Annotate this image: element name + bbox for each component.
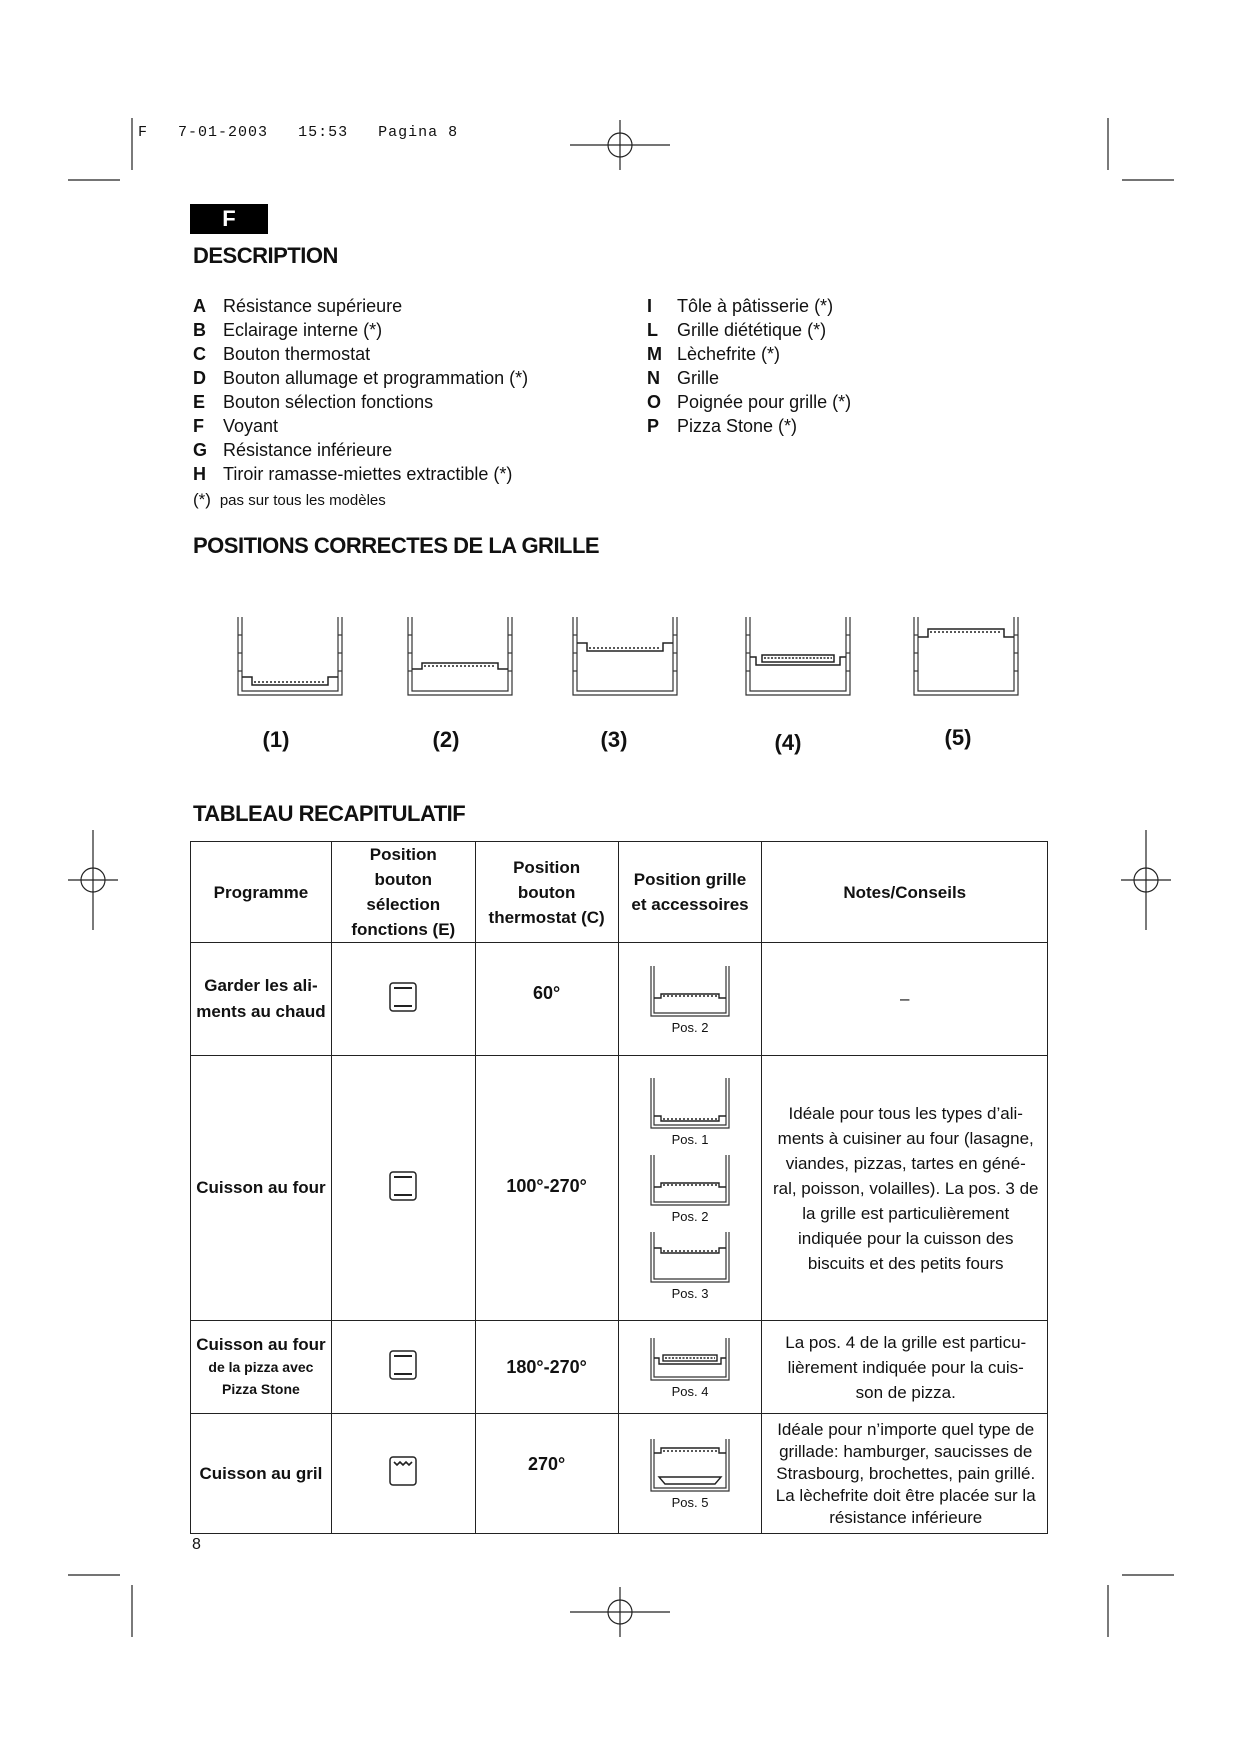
row-temperature: 270° (475, 1414, 618, 1534)
row-notes: Idéale pour n’importe quel type de grillade: hamburger, saucisses de Strasbourg, brochettes, pain grillé. La lèchefrite doit être placée sur la résistance inférieure (762, 1414, 1048, 1534)
position-label-3: (3) (600, 727, 628, 752)
print-header (138, 124, 458, 141)
position-caption: Pos. 2 (671, 1019, 709, 1035)
footnote-text: pas sur tous les modèles (219, 492, 386, 509)
position-caption: Pos. 4 (671, 1383, 709, 1399)
print-code: F (138, 124, 149, 141)
legend-item: F Voyant (193, 416, 279, 436)
legend-item: E Bouton sélection fonctions (193, 392, 434, 412)
oven-diagram-pos4 (645, 1336, 735, 1384)
footnote (193, 490, 386, 510)
table-header-row (191, 842, 1048, 943)
page-number: 8 (192, 1536, 201, 1553)
top-bottom-heat-icon (388, 981, 418, 1013)
table-row (191, 943, 1048, 1056)
header-thermostat: Position bouton thermostat (C) (475, 842, 618, 943)
legend-item: L Grille diététique (*) (647, 320, 827, 340)
header-notes: Notes/Conseils (762, 842, 1048, 943)
row-temperature: 60° (475, 943, 618, 1056)
row-notes: La pos. 4 de la grille est particu- lièrement indiquée pour la cuis- son de pizza. (762, 1321, 1048, 1414)
legend-item: I Tôle à pâtisserie (*) (647, 296, 834, 316)
summary-table (190, 841, 1048, 1534)
top-bottom-heat-icon (388, 1349, 418, 1381)
legend-item: C Bouton thermostat (193, 344, 371, 364)
legend-item: M Lèchefrite (*) (647, 344, 781, 364)
row-selector (331, 1414, 475, 1534)
row-programme: Cuisson au four de la pizza avec Pizza Stone (191, 1321, 332, 1414)
registration-mark-right (1121, 830, 1171, 930)
row-notes: – (762, 943, 1048, 1056)
row-selector (331, 1056, 475, 1321)
oven-diagram-pos3 (645, 1230, 735, 1286)
position-caption: Pos. 3 (671, 1285, 709, 1301)
oven-diagram-4 (746, 617, 850, 695)
legend-item: A Résistance supérieure (193, 296, 403, 316)
positions-title: POSITIONS CORRECTES DE LA GRILLE (193, 533, 600, 558)
row-temperature: 100°-270° (475, 1056, 618, 1321)
row-temperature: 180°-270° (475, 1321, 618, 1414)
position-caption: Pos. 1 (671, 1131, 709, 1147)
header-selector: Position bouton sélection fonctions (E) (331, 842, 475, 943)
print-time: 15:53 (298, 124, 349, 141)
row-programme: Cuisson au gril (191, 1414, 332, 1534)
oven-diagram-pos1 (645, 1076, 735, 1132)
row-notes: Idéale pour tous les types d’ali- ments à cuisiner au four (lasagne, viandes, pizzas, tartes en géné- ral, poisson, volailles). La pos. 3 de la grille est particulièrement indiquée pour la cuisson des biscuits et des petits fours (762, 1056, 1048, 1321)
header-grid: Position grille et accessoires (618, 842, 762, 943)
legend-item: G Résistance inférieure (193, 440, 393, 460)
registration-mark-top (570, 120, 670, 170)
table-row (191, 1321, 1048, 1414)
legend-item: B Eclairage interne (*) (193, 320, 383, 340)
language-badge: F (190, 204, 268, 234)
row-programme: Garder les ali- ments au chaud (191, 943, 332, 1056)
print-page-label: Pagina 8 (378, 124, 459, 141)
oven-diagram-2 (408, 617, 512, 695)
legend-item: N Grille (647, 368, 720, 388)
row-grid-position (618, 1414, 762, 1534)
grid-position-diagrams (220, 615, 1060, 705)
registration-mark-bottom (570, 1587, 670, 1637)
top-bottom-heat-icon (388, 1170, 418, 1202)
legend-item: P Pizza Stone (*) (647, 416, 798, 436)
legend-item: H Tiroir ramasse-miettes extractible (*) (193, 464, 513, 484)
position-label-1: (1) (262, 727, 290, 752)
position-caption: Pos. 5 (671, 1495, 709, 1510)
table-row (191, 1414, 1048, 1534)
grill-icon (388, 1455, 418, 1487)
summary-title: TABLEAU RECAPITULATIF (193, 801, 466, 826)
oven-diagram-1 (238, 617, 342, 695)
position-label-2: (2) (432, 727, 460, 752)
table-row (191, 1056, 1048, 1321)
row-selector (331, 943, 475, 1056)
row-grid-position (618, 943, 762, 1056)
oven-diagram-pos5 (645, 1437, 735, 1495)
header-programme: Programme (191, 842, 332, 943)
row-grid-position (618, 1321, 762, 1414)
legend-item: O Poignée pour grille (*) (647, 392, 852, 412)
row-grid-position (618, 1056, 762, 1321)
row-programme: Cuisson au four (191, 1056, 332, 1321)
registration-mark-left (68, 830, 118, 930)
legend-item: D Bouton allumage et programmation (*) (193, 368, 529, 388)
oven-diagram-5 (914, 617, 1018, 695)
oven-diagram-3 (573, 617, 677, 695)
position-label-5: (5) (944, 725, 972, 750)
position-caption: Pos. 2 (671, 1208, 709, 1224)
footnote-mark: (*) (193, 490, 211, 509)
oven-diagram-pos2 (645, 1153, 735, 1209)
position-label-4: (4) (774, 730, 802, 755)
oven-diagram-pos2 (645, 964, 735, 1020)
row-selector (331, 1321, 475, 1414)
description-title: DESCRIPTION (193, 243, 338, 268)
print-date: 7-01-2003 (178, 124, 269, 141)
